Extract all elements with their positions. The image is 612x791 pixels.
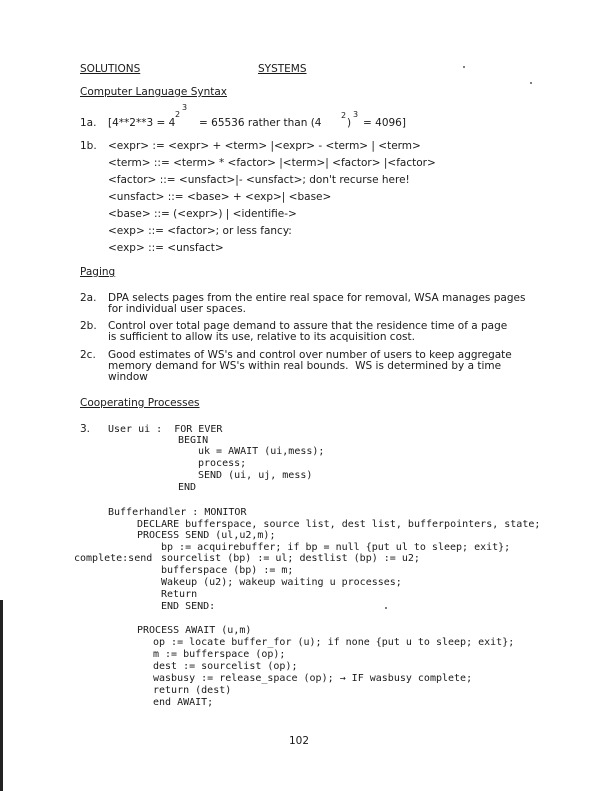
section-heading-processes: Cooperating Processes <box>80 397 200 409</box>
paging-line: memory demand for WS's within real bounds. WS is determined by a time <box>108 360 502 372</box>
header-center: SYSTEMS <box>258 63 307 75</box>
paging-line: Control over total page demand to assure that the residence time of a page <box>108 320 508 332</box>
grammar-line: <expr> := <expr> + <term> |<expr> - <term> | <term> <box>108 140 421 152</box>
item-1a-sup-3b: 3 <box>353 110 359 119</box>
code-line: END SEND: <box>161 601 216 612</box>
scan-speck <box>385 607 387 609</box>
item-1a-sup-2: 2 <box>175 110 181 119</box>
code-line: END <box>178 482 197 493</box>
paging-line: is sufficient to allow its use, relative to its acquisition cost. <box>108 331 415 343</box>
paging-line: DPA selects pages from the entire real space for removal, WSA manages pages <box>108 292 526 304</box>
item-label-2c: 2c. <box>80 349 96 361</box>
grammar-line: <base> ::= (<expr>) | <identifie-> <box>108 208 297 220</box>
code-line: SEND (ui, uj, mess) <box>198 470 313 481</box>
complete-send-label: complete:send <box>74 553 153 564</box>
item-label-3: 3. <box>80 423 91 435</box>
code-line: BEGIN <box>178 435 209 446</box>
code-line: sourcelist (bp) := ul; destlist (bp) := u2; <box>161 553 420 564</box>
item-1a-sup-3: 3 <box>182 103 188 112</box>
paging-line: for individual user spaces. <box>108 303 246 315</box>
scan-speck <box>530 82 532 84</box>
page-number: 102 <box>289 735 310 747</box>
item-label-1a: 1a. <box>80 117 97 129</box>
code-line: Wakeup (u2); wakeup waiting u processes; <box>161 577 402 588</box>
code-line: DECLARE bufferspace, source list, dest list, bufferpointers, state; <box>137 519 541 530</box>
item-1a-text-before: [4**2**3 = 4 <box>108 117 176 129</box>
item-label-1b: 1b. <box>80 140 97 152</box>
code-line: dest := sourcelist (op); <box>153 661 298 672</box>
code-line: return (dest) <box>153 685 232 696</box>
grammar-line: <exp> ::= <factor>; or less fancy: <box>108 225 292 237</box>
grammar-line: <unsfact> ::= <base> + <exp>| <base> <box>108 191 332 203</box>
code-line: uk = AWAIT (ui,mess); <box>198 446 325 457</box>
item-1a-text-mid: = 65536 rather than (4 <box>199 117 322 129</box>
header-left: SOLUTIONS <box>80 63 141 75</box>
item-1a-text-close: ) <box>347 117 352 129</box>
code-line: op := locate buffer_for (u); if none {put u to sleep; exit}; <box>153 637 515 648</box>
code-line-await: PROCESS AWAIT (u,m) <box>137 625 252 636</box>
grammar-line: <exp> ::= <unsfact> <box>108 242 224 254</box>
code-line-user: User ui : FOR EVER <box>108 424 223 435</box>
code-line-monitor: Bufferhandler : MONITOR <box>108 507 247 518</box>
code-line: Return <box>161 589 198 600</box>
section-heading-paging: Paging <box>80 266 116 278</box>
scan-speck <box>463 66 465 68</box>
paging-line: Good estimates of WS's and control over number of users to keep aggregate <box>108 349 512 361</box>
item-1a-sup-2b: 2 <box>341 111 347 120</box>
code-line: bp := acquirebuffer; if bp = null {put ul to sleep; exit}; <box>161 542 511 553</box>
code-line: m := bufferspace (op); <box>153 649 286 660</box>
code-line: process; <box>198 458 247 469</box>
code-line: wasbusy := release_space (op); → IF wasbusy complete; <box>153 673 473 684</box>
code-line: bufferspace (bp) := m; <box>161 565 294 576</box>
item-label-2a: 2a. <box>80 292 97 304</box>
item-label-2b: 2b. <box>80 320 97 332</box>
code-line: end AWAIT; <box>153 697 214 708</box>
section-heading-syntax: Computer Language Syntax <box>80 86 227 98</box>
grammar-line: <term> ::= <term> * <factor> |<term>| <factor> |<factor> <box>108 157 436 169</box>
item-1a-text-after: = 4096] <box>363 117 406 129</box>
code-line: PROCESS SEND (ul,u2,m); <box>137 530 276 541</box>
paging-line: window <box>108 371 148 383</box>
grammar-line: <factor> ::= <unsfact>|- <unsfact>; don't recurse here! <box>108 174 410 186</box>
scan-edge-bar <box>0 600 3 791</box>
